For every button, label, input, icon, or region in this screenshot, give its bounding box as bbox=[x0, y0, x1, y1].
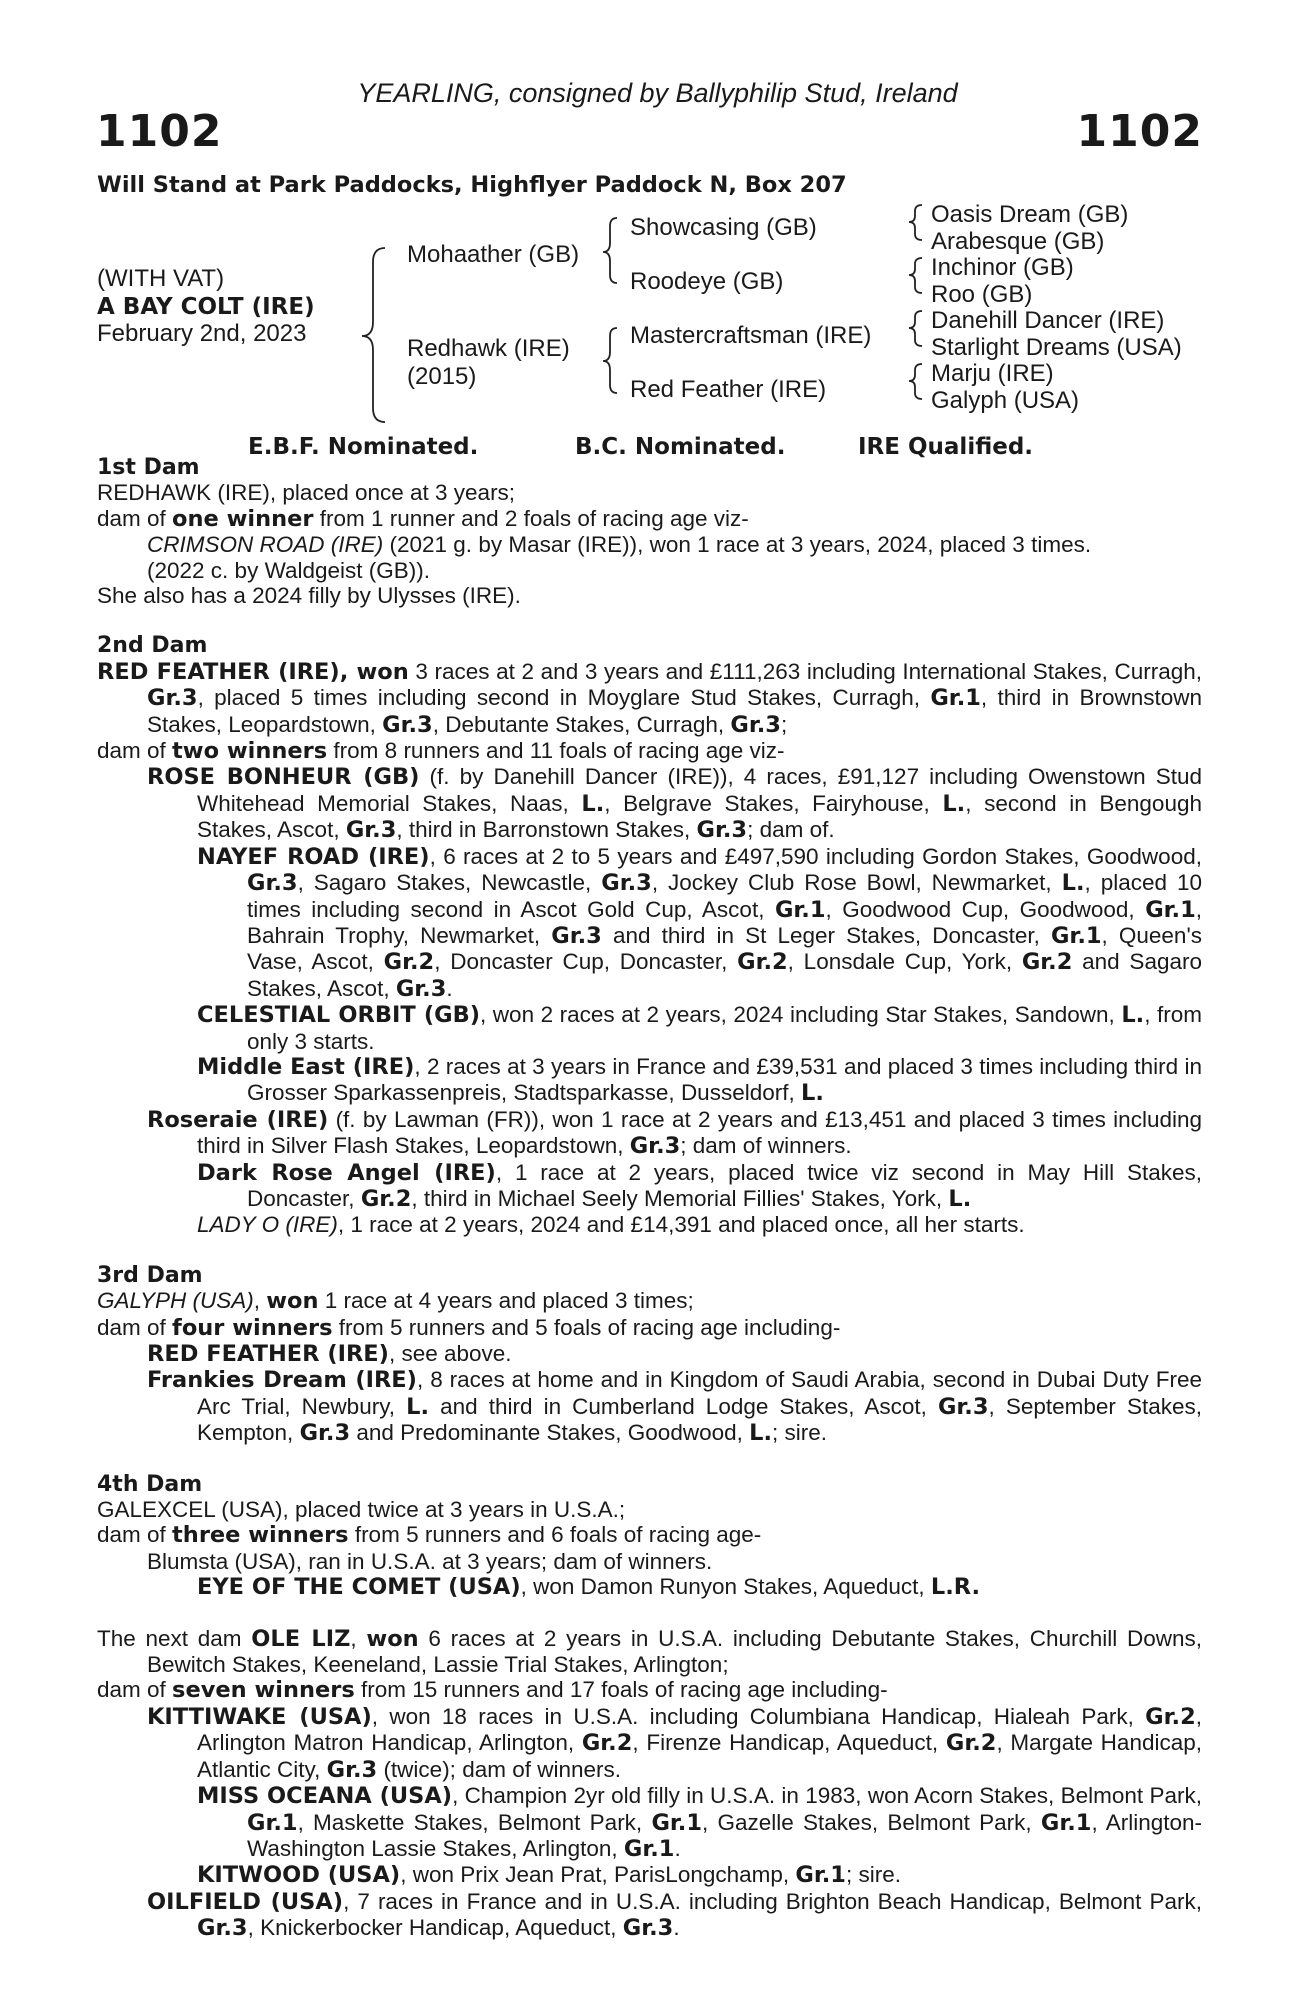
granddam-8: Galyph (USA) bbox=[931, 387, 1080, 414]
ire-qualified: IRE Qualified. bbox=[858, 434, 1034, 460]
produce-middle-east: Middle East (IRE), 2 races at 3 years in France and £39,531 and placed 3 times including third in Grosser Sparkassenpreis, Stadtsparkasse, Dusseldorf, L. bbox=[197, 1053, 1202, 1107]
grandsire-5: Danehill Dancer (IRE) bbox=[931, 307, 1165, 334]
dam-dam: Red Feather (IRE) bbox=[630, 376, 827, 403]
brace-g78 bbox=[909, 364, 922, 399]
produce-frankies-dream: Frankies Dream (IRE), 8 races at home and in Kingdom of Saudi Arabia, second in Dubai Duty Free Arc Trial, Newbury, L. and third in Cumberland Lodge Stakes, Ascot, Gr.3, September Stakes, Kempton, Gr.3 and Predominante Stakes, Goodwood, L.; sire. bbox=[147, 1367, 1203, 1447]
third-dam-heading: 3rd Dam bbox=[97, 1262, 203, 1288]
next-dam-record: The next dam OLE LIZ, won 6 races at 2 years in U.S.A. including Debutante Stakes, Churchill Downs, Bewitch Stakes, Keeneland, Lassie Trial Stakes, Arlington; bbox=[97, 1625, 1202, 1678]
brace-dam bbox=[603, 328, 617, 393]
sire: Mohaather (GB) bbox=[407, 241, 580, 268]
produce-red-feather: RED FEATHER (IRE), see above. bbox=[147, 1341, 512, 1367]
ebf-nominated: E.B.F. Nominated. bbox=[248, 434, 479, 460]
brace-g12 bbox=[909, 205, 922, 240]
sire-dam: Roodeye (GB) bbox=[630, 268, 784, 295]
produce-lady-o: LADY O (IRE), 1 race at 2 years, 2024 and £14,391 and placed once, all her starts. bbox=[197, 1212, 1025, 1238]
lot-number-right: 1102 bbox=[1076, 106, 1203, 157]
dam: Redhawk (IRE) bbox=[407, 335, 570, 362]
bc-nominated: B.C. Nominated. bbox=[575, 434, 786, 460]
sire-sire: Showcasing (GB) bbox=[630, 214, 817, 241]
catalogue-body bbox=[97, 455, 1202, 1942]
produce-nayef-road: NAYEF ROAD (IRE), 6 races at 2 to 5 years and £497,590 including Gordon Stakes, Goodwood, Gr.3, Sagaro Stakes, Newcastle, Gr.3, Jockey Club Rose Bowl, Newmarket, L., placed 10 times including second in Ascot Gold Cup, Ascot, Gr.1, Goodwood Cup, Goodwood, Gr.1, Bahrain Trophy, Newmarket, Gr.3 and third in St Leger Stakes, Doncaster, Gr.1, Queen's Vase, Ascot, Gr.2, Doncaster Cup, Doncaster, Gr.2, Lonsdale Cup, York, Gr.2 and Sagaro Stakes, Ascot, Gr.3. bbox=[197, 843, 1203, 1002]
first-dam-produce-summary: dam of one winner from 1 runner and 2 foals of racing age viz- bbox=[97, 505, 749, 532]
produce-eye-of-the-comet: EYE OF THE COMET (USA), won Damon Runyon Stakes, Aqueduct, L.R. bbox=[197, 1574, 981, 1601]
first-dam-line: REDHAWK (IRE), placed once at 3 years; bbox=[97, 480, 516, 506]
horse-name: A BAY COLT (IRE) bbox=[97, 294, 315, 320]
produce-kittiwake: KITTIWAKE (USA), won 18 races in U.S.A. including Columbiana Handicap, Hialeah Park, Gr.2, Arlington Matron Handicap, Arlington, Gr.2, Firenze Handicap, Aqueduct, Gr.2, Margate Handicap, Atlantic City, Gr.3 (twice); dam of winners. bbox=[147, 1703, 1202, 1783]
produce-roseraie: Roseraie (IRE) (f. by Lawman (FR)), won 1 race at 2 years and £13,451 and placed 3 times including third in Silver Flash Stakes, Leopardstown, Gr.3; dam of winners. bbox=[147, 1106, 1202, 1160]
produce-kitwood: KITWOOD (USA), won Prix Jean Prat, ParisLongchamp, Gr.1; sire. bbox=[197, 1862, 901, 1889]
second-dam-record: RED FEATHER (IRE), won 3 races at 2 and 3 years and £111,263 including International Stakes, Curragh, Gr.3, placed 5 times including second in Moyglare Stud Stakes, Curragh, Gr.1, third in Brownstown Stakes, Leopardstown, Gr.3, Debutante Stakes, Curragh, Gr.3; bbox=[97, 658, 1202, 738]
fourth-dam-produce-summary: dam of three winners from 5 runners and 6 foals of racing age- bbox=[97, 1522, 762, 1549]
dam-year: (2015) bbox=[407, 363, 477, 390]
produce-2024-filly: She also has a 2024 filly by Ulysses (IRE). bbox=[97, 583, 521, 609]
granddam-4: Roo (GB) bbox=[931, 281, 1033, 308]
brace-sire bbox=[603, 218, 617, 283]
dam-sire: Mastercraftsman (IRE) bbox=[630, 322, 872, 349]
fourth-dam-record: GALEXCEL (USA), placed twice at 3 years in U.S.A.; bbox=[97, 1497, 626, 1523]
third-dam-produce-summary: dam of four winners from 5 runners and 5 foals of racing age including- bbox=[97, 1314, 841, 1341]
next-dam-produce-summary: dam of seven winners from 15 runners and 17 foals of racing age including- bbox=[97, 1677, 888, 1704]
granddam-2: Arabesque (GB) bbox=[931, 228, 1105, 255]
first-dam-heading: 1st Dam bbox=[97, 455, 200, 480]
produce-celestial-orbit: CELESTIAL ORBIT (GB), won 2 races at 2 years, 2024 including Star Stakes, Sandown, L., from only 3 starts. bbox=[197, 1002, 1202, 1054]
brace-g56 bbox=[909, 311, 922, 346]
third-dam-record: GALYPH (USA), won 1 race at 4 years and placed 3 times; bbox=[97, 1288, 694, 1315]
lot-number-left: 1102 bbox=[96, 106, 223, 157]
grandsire-7: Marju (IRE) bbox=[931, 360, 1054, 387]
produce-2022-colt: (2022 c. by Waldgeist (GB)). bbox=[147, 557, 431, 583]
brace-main bbox=[362, 248, 385, 422]
grandsire-1: Oasis Dream (GB) bbox=[931, 201, 1129, 228]
fourth-dam-heading: 4th Dam bbox=[97, 1471, 203, 1497]
produce-miss-oceana: MISS OCEANA (USA), Champion 2yr old filly in U.S.A. in 1983, won Acorn Stakes, Belmont Park, Gr.1, Maskette Stakes, Belmont Park, Gr.1, Gazelle Stakes, Belmont Park, Gr.1, Arlington-Washington Lassie Stakes, Arlington, Gr.1. bbox=[197, 1783, 1202, 1862]
produce-blumsta: Blumsta (USA), ran in U.S.A. at 3 years; dam of winners. bbox=[147, 1548, 713, 1574]
produce-rose-bonheur: ROSE BONHEUR (GB) (f. by Danehill Dancer (IRE)), 4 races, £91,127 including Owenstown Stud Whitehead Memorial Stakes, Naas, L., Belgrave Stakes, Fairyhouse, L., second in Bengough Stakes, Ascot, Gr.3, third in Barronstown Stakes, Gr.3; dam of. bbox=[147, 764, 1202, 844]
horse-dob: February 2nd, 2023 bbox=[97, 320, 307, 347]
catalogue-subtitle: YEARLING, consigned by Ballyphilip Stud, Ireland bbox=[357, 78, 958, 108]
produce-crimson-road: CRIMSON ROAD (IRE) (2021 g. by Masar (IRE)), won 1 race at 3 years, 2024, placed 3 times. bbox=[147, 532, 1092, 558]
second-dam-produce-summary: dam of two winners from 8 runners and 11 foals of racing age viz- bbox=[97, 738, 785, 765]
granddam-6: Starlight Dreams (USA) bbox=[931, 334, 1182, 361]
stand-location: Will Stand at Park Paddocks, Highflyer Paddock N, Box 207 bbox=[97, 172, 847, 198]
vat-note: (WITH VAT) bbox=[97, 265, 225, 292]
produce-oilfield: OILFIELD (USA), 7 races in France and in U.S.A. including Brighton Beach Handicap, Belmont Park, Gr.3, Knickerbocker Handicap, Aqueduct, Gr.3. bbox=[147, 1888, 1202, 1942]
second-dam-heading: 2nd Dam bbox=[97, 633, 208, 659]
grandsire-3: Inchinor (GB) bbox=[931, 254, 1074, 281]
brace-g34 bbox=[909, 258, 922, 293]
produce-dark-rose-angel: Dark Rose Angel (IRE), 1 race at 2 years, placed twice viz second in May Hill Stakes, Doncaster, Gr.2, third in Michael Seely Memorial Fillies' Stakes, York, L. bbox=[197, 1159, 1202, 1212]
